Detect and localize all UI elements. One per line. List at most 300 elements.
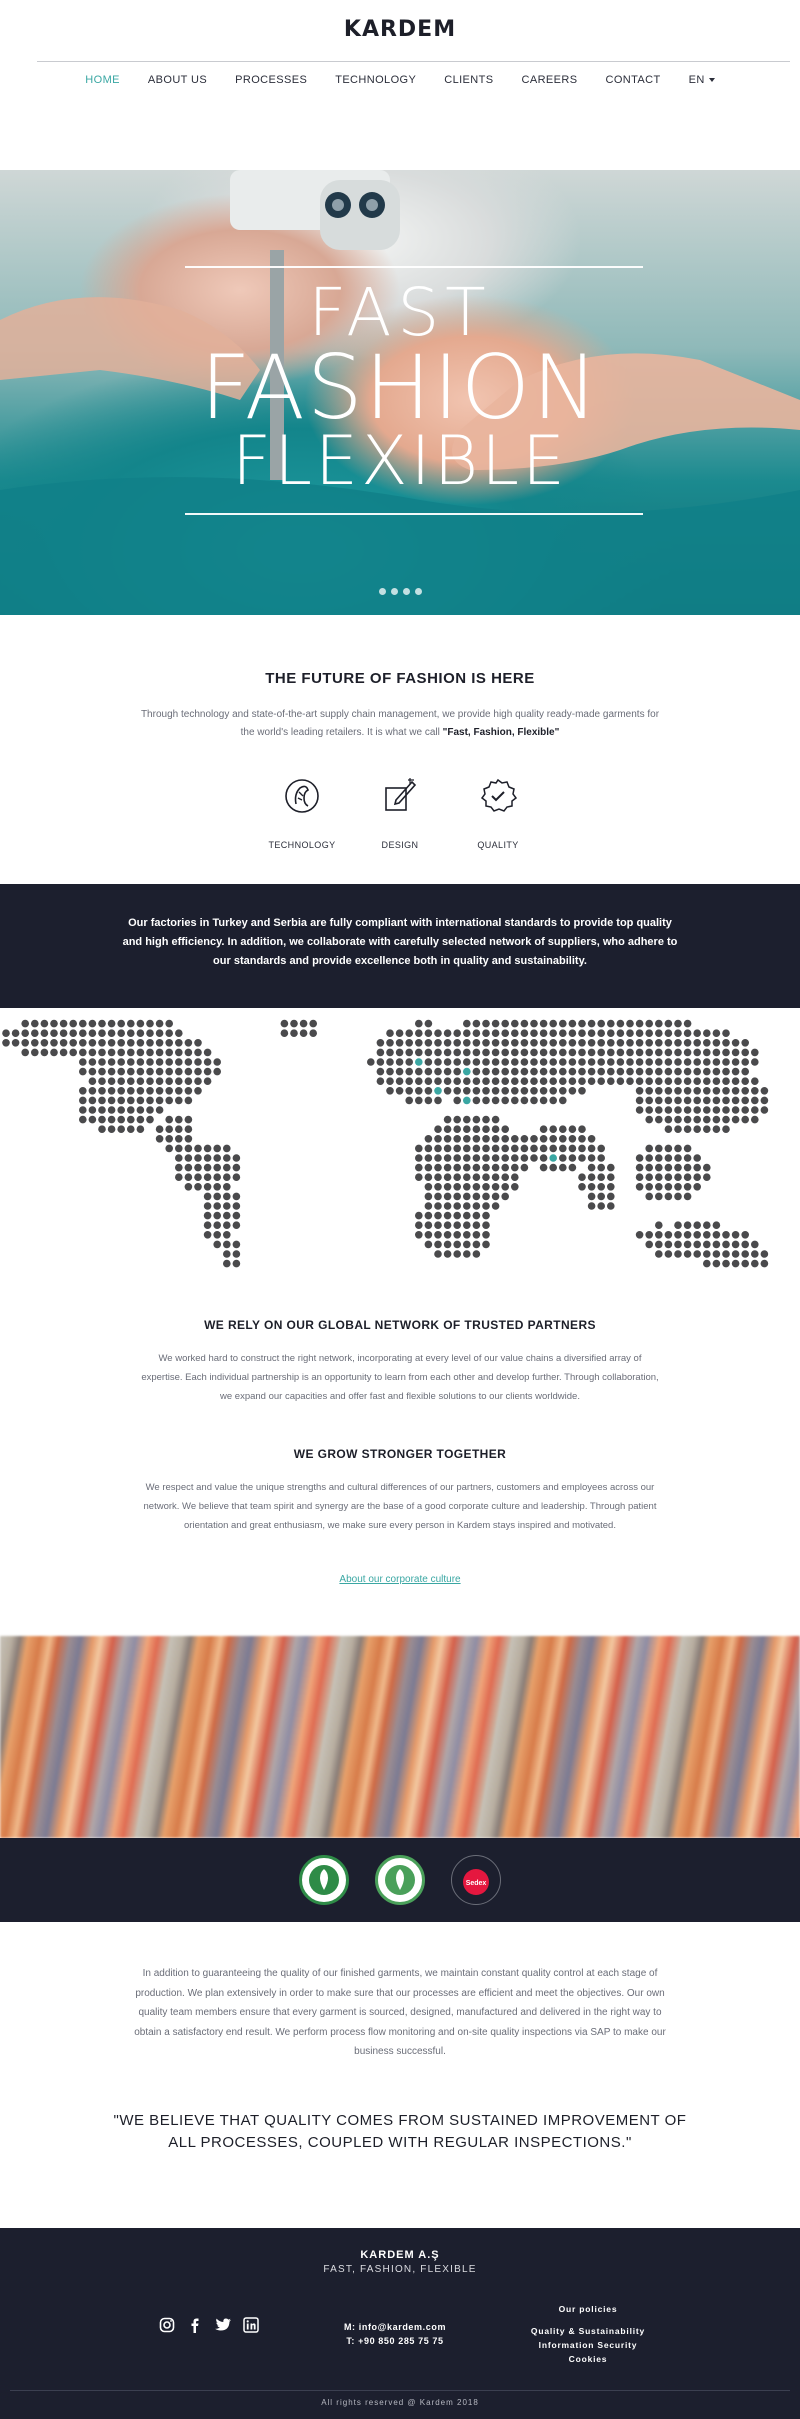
map-dot [549, 1145, 557, 1153]
map-dot [751, 1106, 759, 1114]
map-dot [569, 1135, 577, 1143]
map-dot [588, 1058, 596, 1066]
map-dot [636, 1164, 644, 1172]
map-dot [223, 1173, 231, 1181]
map-dot [204, 1164, 212, 1172]
map-dot [492, 1125, 500, 1133]
map-dot [396, 1049, 404, 1057]
hero-slider[interactable] [0, 170, 800, 615]
map-dot [386, 1068, 394, 1076]
map-dot [194, 1058, 202, 1066]
map-dot [405, 1097, 413, 1105]
map-dot [578, 1068, 586, 1076]
map-dot [463, 1154, 471, 1162]
map-dot [626, 1077, 634, 1085]
map-dot [482, 1116, 490, 1124]
map-dot [521, 1020, 529, 1028]
map-dot [405, 1077, 413, 1085]
map-dot [415, 1029, 423, 1037]
map-dot [578, 1087, 586, 1095]
map-dot [415, 1068, 423, 1076]
map-dot [31, 1049, 39, 1057]
kardem-logo[interactable]: KARDEM [343, 17, 457, 42]
map-dot [482, 1077, 490, 1085]
map-dot [41, 1020, 49, 1028]
map-dot [185, 1049, 193, 1057]
map-dot [98, 1087, 106, 1095]
map-dot [415, 1164, 423, 1172]
map-dot [444, 1173, 452, 1181]
map-dot [156, 1135, 164, 1143]
map-dot [146, 1068, 154, 1076]
map-dot [185, 1116, 193, 1124]
map-dot [223, 1241, 231, 1249]
map-dot [597, 1202, 605, 1210]
map-dot [607, 1183, 615, 1191]
map-dot [194, 1145, 202, 1153]
map-dot [713, 1068, 721, 1076]
map-dot [127, 1049, 135, 1057]
map-dot [444, 1250, 452, 1258]
map-dot [636, 1039, 644, 1047]
map-dot [665, 1193, 673, 1201]
map-dot [674, 1058, 682, 1066]
map-dot [626, 1058, 634, 1066]
map-dot [636, 1077, 644, 1085]
map-dot [434, 1135, 442, 1143]
map-dot [233, 1154, 241, 1162]
map-dot [751, 1058, 759, 1066]
map-dot [684, 1145, 692, 1153]
map-dot [655, 1058, 663, 1066]
map-dot [703, 1125, 711, 1133]
map-dot [674, 1116, 682, 1124]
map-dot [655, 1231, 663, 1239]
map-dot [492, 1029, 500, 1037]
map-dot [492, 1202, 500, 1210]
map-dot [722, 1125, 730, 1133]
nav-contact[interactable]: CONTACT [605, 74, 661, 86]
map-dot [684, 1173, 692, 1181]
future-highlight: "Fast, Fashion, Flexible" [442, 727, 560, 738]
instagram-icon[interactable] [158, 2316, 176, 2334]
footer-email[interactable]: M: info@kardem.com [343, 2322, 447, 2332]
map-dot [415, 1087, 423, 1095]
slider-dot[interactable] [379, 588, 386, 595]
map-dot [425, 1164, 433, 1172]
map-dot [741, 1097, 749, 1105]
map-dot [636, 1173, 644, 1181]
map-dot [684, 1068, 692, 1076]
map-dot [722, 1116, 730, 1124]
nav-clients[interactable]: CLIENTS [444, 74, 494, 86]
map-location-dot [549, 1154, 557, 1162]
map-dot [722, 1077, 730, 1085]
map-dot [741, 1260, 749, 1268]
map-dot [684, 1231, 692, 1239]
map-dot [703, 1260, 711, 1268]
map-dot [559, 1020, 567, 1028]
map-dot [722, 1087, 730, 1095]
map-dot [482, 1058, 490, 1066]
world-map-dots [0, 1008, 800, 1270]
nav-careers[interactable]: CAREERS [521, 74, 578, 86]
map-dot [636, 1068, 644, 1076]
map-dot [98, 1029, 106, 1037]
map-dot [492, 1058, 500, 1066]
map-dot [732, 1116, 740, 1124]
map-dot [713, 1039, 721, 1047]
map-location-dot [434, 1087, 442, 1095]
map-dot [597, 1068, 605, 1076]
map-dot [473, 1154, 481, 1162]
map-dot [204, 1145, 212, 1153]
map-dot [741, 1087, 749, 1095]
map-dot [453, 1097, 461, 1105]
map-dot [674, 1106, 682, 1114]
map-dot [473, 1231, 481, 1239]
map-dot [511, 1173, 519, 1181]
map-dot [204, 1068, 212, 1076]
map-dot [521, 1097, 529, 1105]
map-dot [434, 1154, 442, 1162]
map-dot [665, 1173, 673, 1181]
design-icon [380, 776, 420, 816]
map-dot [722, 1241, 730, 1249]
map-dot [549, 1164, 557, 1172]
map-dot [722, 1231, 730, 1239]
map-dot [396, 1068, 404, 1076]
map-dot [645, 1231, 653, 1239]
map-dot [473, 1058, 481, 1066]
map-dot [405, 1087, 413, 1095]
map-dot [674, 1020, 682, 1028]
map-dot [146, 1116, 154, 1124]
corporate-culture-link[interactable]: About our corporate culture [339, 1574, 461, 1585]
technology-icon [282, 776, 322, 816]
map-dot [146, 1087, 154, 1095]
map-dot [194, 1173, 202, 1181]
map-dot [473, 1164, 481, 1172]
map-dot [511, 1058, 519, 1066]
map-dot [540, 1145, 548, 1153]
map-dot [482, 1049, 490, 1057]
map-dot [434, 1250, 442, 1258]
map-dot [50, 1029, 58, 1037]
map-dot [588, 1068, 596, 1076]
map-dot [108, 1125, 116, 1133]
map-dot [684, 1039, 692, 1047]
map-dot [405, 1029, 413, 1037]
map-dot [665, 1058, 673, 1066]
map-dot [569, 1039, 577, 1047]
map-dot [578, 1173, 586, 1181]
map-dot [453, 1125, 461, 1133]
map-dot [21, 1029, 29, 1037]
map-dot [636, 1183, 644, 1191]
map-dot [713, 1058, 721, 1066]
map-dot [492, 1183, 500, 1191]
map-dot [588, 1135, 596, 1143]
map-dot [175, 1049, 183, 1057]
map-dot [185, 1125, 193, 1133]
map-dot [175, 1164, 183, 1172]
nav-home[interactable]: HOME [85, 74, 120, 86]
slider-dot[interactable] [403, 588, 410, 595]
map-dot [137, 1106, 145, 1114]
map-dot [386, 1087, 394, 1095]
feature-design [365, 776, 435, 850]
map-dot [501, 1154, 509, 1162]
map-dot [453, 1221, 461, 1229]
map-dot [425, 1087, 433, 1095]
map-dot [453, 1250, 461, 1258]
map-dot [165, 1116, 173, 1124]
map-dot [463, 1183, 471, 1191]
map-dot [703, 1049, 711, 1057]
map-dot [473, 1087, 481, 1095]
nav-processes[interactable]: PROCESSES [235, 74, 308, 86]
future-body: Through technology and state-of-the-art supply chain management, we provide high quality ready-made garments for the world's leading retailers. It is what we call [140, 709, 660, 738]
map-dot [674, 1241, 682, 1249]
map-dot [396, 1058, 404, 1066]
map-dot [425, 1097, 433, 1105]
map-dot [146, 1077, 154, 1085]
map-dot [674, 1231, 682, 1239]
hero-line-fashion: FASHION [200, 336, 600, 439]
map-dot [636, 1049, 644, 1057]
map-dot [559, 1039, 567, 1047]
map-dot [645, 1077, 653, 1085]
map-dot [569, 1077, 577, 1085]
map-dot [185, 1077, 193, 1085]
map-dot [463, 1193, 471, 1201]
map-dot [223, 1250, 231, 1258]
slider-dot[interactable] [391, 588, 398, 595]
map-dot [434, 1097, 442, 1105]
map-dot [645, 1106, 653, 1114]
map-dot [204, 1049, 212, 1057]
map-dot [511, 1145, 519, 1153]
footer-company: KARDEM A.Ş [360, 2249, 440, 2261]
map-dot [434, 1202, 442, 1210]
map-dot [761, 1250, 769, 1258]
map-dot [213, 1231, 221, 1239]
map-dot [722, 1039, 730, 1047]
map-dot [434, 1145, 442, 1153]
map-dot [223, 1260, 231, 1268]
map-dot [444, 1241, 452, 1249]
map-dot [89, 1049, 97, 1057]
map-dot [511, 1029, 519, 1037]
slider-dot[interactable] [415, 588, 422, 595]
map-dot [578, 1029, 586, 1037]
map-dot [636, 1231, 644, 1239]
map-dot [434, 1125, 442, 1133]
map-dot [703, 1058, 711, 1066]
map-dot [588, 1173, 596, 1181]
map-dot [617, 1068, 625, 1076]
map-dot [2, 1029, 10, 1037]
copyright-text: All rights reserved @ Kardem 2018 [321, 2398, 479, 2407]
map-dot [521, 1145, 529, 1153]
map-dot [693, 1106, 701, 1114]
map-dot [41, 1029, 49, 1037]
map-dot [463, 1173, 471, 1181]
map-dot [530, 1087, 538, 1095]
map-dot [377, 1058, 385, 1066]
map-dot [645, 1087, 653, 1095]
language-selector[interactable] [675, 71, 729, 89]
map-dot [684, 1183, 692, 1191]
map-dot [597, 1039, 605, 1047]
map-dot [213, 1241, 221, 1249]
map-dot [79, 1106, 87, 1114]
map-dot [473, 1097, 481, 1105]
map-dot [617, 1029, 625, 1037]
map-dot [645, 1116, 653, 1124]
map-dot [127, 1058, 135, 1066]
map-dot [665, 1164, 673, 1172]
map-dot [684, 1020, 692, 1028]
map-dot [453, 1193, 461, 1201]
map-dot [693, 1231, 701, 1239]
facebook-icon[interactable] [186, 2316, 204, 2334]
map-dot [117, 1097, 125, 1105]
map-dot [50, 1020, 58, 1028]
map-dot [578, 1135, 586, 1143]
nav-about-us[interactable]: ABOUT US [147, 74, 208, 86]
map-dot [684, 1116, 692, 1124]
linkedin-icon[interactable] [242, 2316, 260, 2334]
map-dot [453, 1135, 461, 1143]
map-dot [175, 1077, 183, 1085]
map-dot [98, 1097, 106, 1105]
map-dot [175, 1145, 183, 1153]
map-dot [540, 1077, 548, 1085]
map-dot [665, 1241, 673, 1249]
map-dot [501, 1077, 509, 1085]
map-dot [12, 1029, 20, 1037]
map-dot [213, 1221, 221, 1229]
map-dot [194, 1183, 202, 1191]
feature-technology [267, 776, 337, 850]
map-dot [405, 1058, 413, 1066]
map-dot [386, 1049, 394, 1057]
map-dot [213, 1068, 221, 1076]
map-dot [463, 1202, 471, 1210]
policies-title: Our policies [558, 2304, 618, 2314]
map-dot [156, 1097, 164, 1105]
map-dot [741, 1106, 749, 1114]
slider-dots [0, 588, 800, 595]
map-dot [751, 1087, 759, 1095]
map-dot [425, 1049, 433, 1057]
map-dot [185, 1135, 193, 1143]
map-dot [645, 1154, 653, 1162]
map-dot [156, 1049, 164, 1057]
map-dot [185, 1183, 193, 1191]
map-dot [588, 1020, 596, 1028]
map-dot [655, 1241, 663, 1249]
map-dot [732, 1058, 740, 1066]
map-dot [713, 1241, 721, 1249]
map-dot [137, 1116, 145, 1124]
map-dot [165, 1029, 173, 1037]
map-dot [473, 1125, 481, 1133]
map-dot [540, 1020, 548, 1028]
map-dot [559, 1049, 567, 1057]
map-dot [79, 1058, 87, 1066]
map-dot [463, 1087, 471, 1095]
map-dot [713, 1106, 721, 1114]
map-dot [540, 1154, 548, 1162]
map-dot [117, 1116, 125, 1124]
map-dot [444, 1212, 452, 1220]
map-dot [137, 1077, 145, 1085]
map-dot [684, 1097, 692, 1105]
map-dot [290, 1020, 298, 1028]
map-dot [684, 1125, 692, 1133]
map-dot [12, 1039, 20, 1047]
map-dot [521, 1087, 529, 1095]
map-dot [655, 1029, 663, 1037]
map-dot [501, 1125, 509, 1133]
map-dot [588, 1049, 596, 1057]
map-dot [693, 1221, 701, 1229]
map-dot [665, 1049, 673, 1057]
map-dot [741, 1068, 749, 1076]
map-dot [501, 1193, 509, 1201]
map-dot [530, 1058, 538, 1066]
map-dot [674, 1077, 682, 1085]
policy-link-quality[interactable]: Quality & Sustainability [530, 2326, 646, 2336]
map-dot [21, 1049, 29, 1057]
map-dot [655, 1193, 663, 1201]
footer-phone[interactable]: T: +90 850 285 75 75 [346, 2336, 444, 2346]
map-dot [645, 1068, 653, 1076]
map-dot [453, 1212, 461, 1220]
hero-top-rule [185, 266, 643, 268]
map-dot [213, 1058, 221, 1066]
map-dot [137, 1039, 145, 1047]
map-dot [578, 1154, 586, 1162]
map-dot [463, 1212, 471, 1220]
map-dot [444, 1116, 452, 1124]
map-dot [463, 1077, 471, 1085]
map-dot [741, 1058, 749, 1066]
map-dot [482, 1125, 490, 1133]
map-dot [463, 1029, 471, 1037]
nav-technology[interactable]: TECHNOLOGY [335, 74, 417, 86]
policy-link-cookies[interactable]: Cookies [568, 2354, 608, 2364]
map-dot [597, 1029, 605, 1037]
map-dot [79, 1039, 87, 1047]
map-dot [655, 1106, 663, 1114]
map-dot [703, 1173, 711, 1181]
map-dot [674, 1087, 682, 1095]
map-dot [693, 1241, 701, 1249]
svg-text:Sedex: Sedex [465, 1880, 487, 1887]
map-dot [501, 1183, 509, 1191]
map-dot [434, 1212, 442, 1220]
policy-link-security[interactable]: Information Security [538, 2340, 638, 2350]
map-dot [117, 1087, 125, 1095]
map-dot [693, 1164, 701, 1172]
map-dot [98, 1116, 106, 1124]
twitter-icon[interactable] [214, 2316, 232, 2334]
map-dot [98, 1058, 106, 1066]
